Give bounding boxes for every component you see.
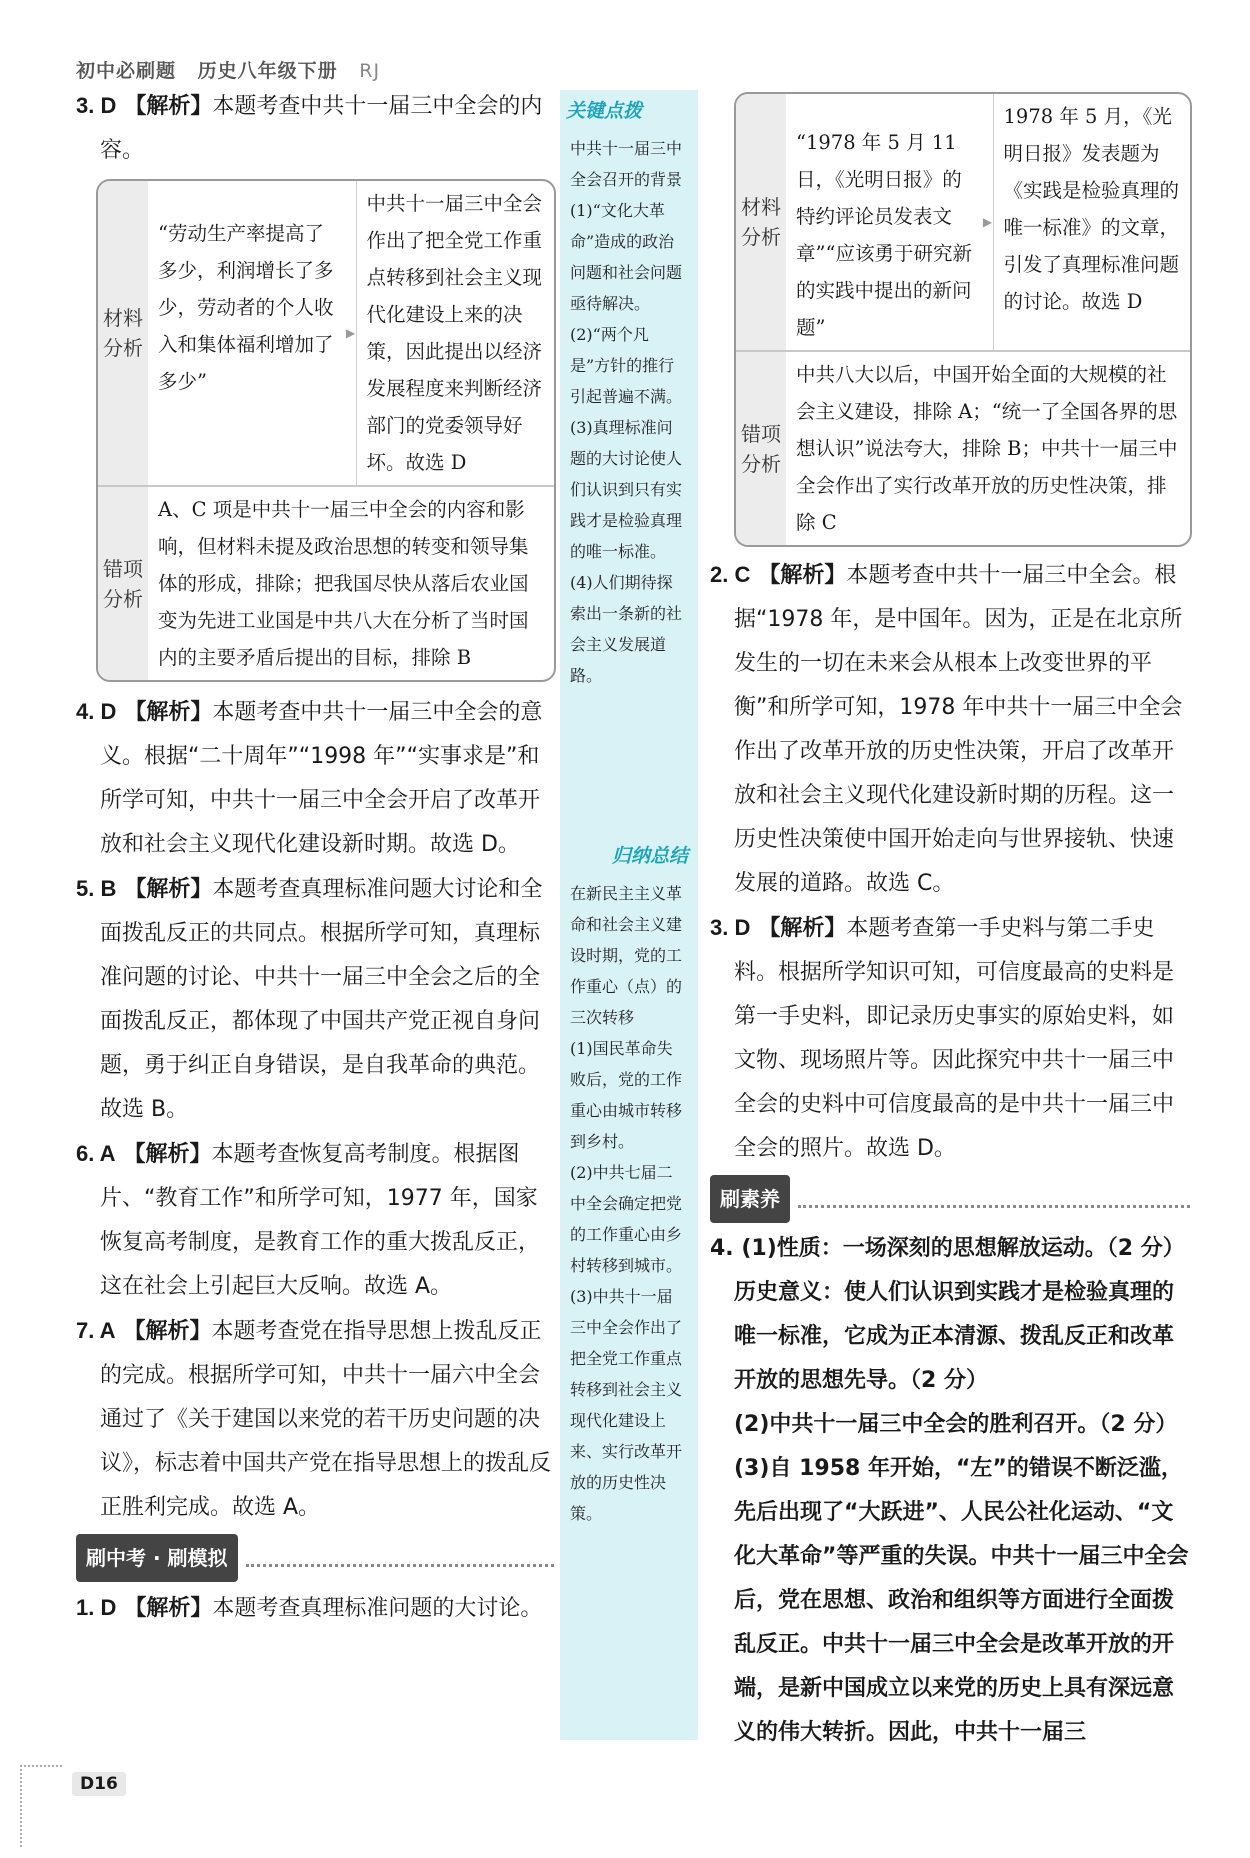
table-row bbox=[98, 485, 554, 680]
sidebar-notes bbox=[560, 90, 698, 1740]
right-column bbox=[710, 92, 1190, 1755]
dotted-divider bbox=[798, 1191, 1190, 1208]
subject-title: 历史八年级下册 bbox=[197, 60, 338, 82]
material-quote: “劳动生产率提高了多少，利润增长了多少，劳动者的个人收入和集体福利增加了多少” bbox=[158, 222, 334, 393]
material-analysis: 中共十一届三中全会作出了把全党工作重点转移到社会主义现代化建设上来的决策，因此提出以经济发展程度来判断经济部门的党委领导好坏。故选 D bbox=[356, 181, 555, 485]
row-label: 材料分析 bbox=[736, 94, 786, 350]
answer-1: 1. D 【解析】本题考查真理标准问题的大讨论。 bbox=[76, 1595, 543, 1621]
key-points-title: 关键点拨 bbox=[566, 100, 643, 122]
material-analysis: 1978 年 5 月，《光明日报》发表题为《实践是检验真理的唯一标准》的文章，引发了真理标准问题的讨论。故选 D bbox=[993, 94, 1191, 350]
wrong-options-analysis: A、C 项是中共十一届三中全会的内容和影响，但材料未提及政治思想的转变和领导集体的形成，排除；把我国尽快从落后农业国变为先进工业国是中共八大在分析了当时国内的主要矛盾后提出的目标，排除 B bbox=[158, 498, 529, 669]
answer-3: 3. D 【解析】本题考查中共十一届三中全会的内容。 bbox=[76, 93, 543, 163]
arrow-icon: ▶ bbox=[982, 215, 993, 229]
answer-4-part3: (3)自 1958 年开始，“左”的错误不断泛滥，先后出现了“大跃进”、人民公社化运动、“文化大革命”等严重的失误。中共十一届三中全会后，党在思想、政治和组织等方面进行全面拨乱反正。中共十一届三中全会是改革开放的开端，是新中国成立以来党的历史上具有深远意义的伟大转折。因此，中共十一届三 bbox=[734, 1456, 1189, 1745]
key-points-body: 中共十一届三中全会召开的背景 (1)“文化大革命”造成的政治问题和社会问题亟待解决。 (2)“两个凡是”方针的推行引起普遍不满。 (3)真理标准问题的大讨论使人们认识到只有实践才是检验真理的唯一标准。 (4)人们期待探索出一条新的社会主义发展道路。 bbox=[570, 139, 683, 685]
row-label: 材料分析 bbox=[98, 181, 148, 485]
answer-4-part2: (2)中共十一届三中全会的胜利召开。（2 分） bbox=[734, 1412, 1178, 1437]
dotted-divider bbox=[246, 1550, 554, 1567]
answer-4-right: 4. (1)性质：一场深刻的思想解放运动。（2 分） bbox=[710, 1236, 1185, 1261]
table-row bbox=[736, 350, 1190, 545]
analysis-table-2 bbox=[734, 92, 1192, 547]
answer-2: 2. C 【解析】本题考查中共十一届三中全会。根据“1978 年，是中国年。因为，正是在北京所发生的一切在未来会从根本上改变世界的平衡”和所学可知，1978 年中共十一届三中全会作出了改革开放的历史性决策，开启了改革开放和社会主义现代化建设新时期的历程。这一历史性决策使中国开始走向与世界接轨、快速发展的道路。故选 C。 bbox=[710, 562, 1183, 896]
page-number: D16 bbox=[72, 1772, 126, 1796]
analysis-table-1 bbox=[96, 179, 556, 682]
wrong-options-analysis: 中共八大以后，中国开始全面的大规模的社会主义建设，排除 A；“统一了全国各界的思想认识”说法夸大，排除 B；中共十一届三中全会作出了实行改革开放的历史性决策，排除 C bbox=[796, 363, 1178, 534]
material-quote: “1978 年 5 月 11 日，《光明日报》的特约评论员发表文章”“应该勇于研究新的实践中提出的新问题” bbox=[796, 131, 972, 339]
answer-4-significance: 历史意义：使人们认识到实践才是检验真理的唯一标准，它成为正本清源、拨乱反正和改革开放的思想先导。（2 分） bbox=[734, 1280, 1175, 1393]
answer-7: 7. A 【解析】本题考查党在指导思想上拨乱反正的完成。根据所学可知，中共十一届六中全会通过了《关于建国以来党的若干历史问题的决议》，标志着中国共产党在指导思想上的拨乱反正胜利完成。故选 A。 bbox=[76, 1318, 552, 1520]
section-header bbox=[710, 1175, 1190, 1223]
answer-6: 6. A 【解析】本题考查恢复高考制度。根据图片、“教育工作”和所学可知，1977 年，国家恢复高考制度，是教育工作的重大拨乱反正，这在社会上引起巨大反响。故选 A。 bbox=[76, 1141, 541, 1299]
edition-label: RJ bbox=[359, 60, 381, 82]
answer-3-right: 3. D 【解析】本题考查第一手史料与第二手史料。根据所学知识可知，可信度最高的史料是第一手史料，即记录历史事实的原始史料，如文物、现场照片等。因此探究中共十一届三中全会的史料中可信度最高的是中共十一届三中全会的照片。故选 D。 bbox=[710, 915, 1175, 1161]
table-row bbox=[98, 181, 554, 485]
section-badge: 刷中考 · 刷模拟 bbox=[76, 1534, 238, 1582]
row-label: 错项分析 bbox=[98, 487, 148, 680]
row-label: 错项分析 bbox=[736, 352, 786, 545]
table-row bbox=[736, 94, 1190, 350]
summary-title: 归纳总结 bbox=[611, 845, 688, 867]
page-corner-decoration bbox=[20, 1765, 62, 1847]
section-header bbox=[76, 1534, 554, 1582]
summary-body: 在新民主主义革命和社会主义建设时期，党的工作重心（点）的三次转移 (1)国民革命失败后，党的工作重心由城市转移到乡村。 (2)中共七届二中全会确定把党的工作重心由乡村转移到城市。 (3)中共十一届三中全会作出了把全党工作重点转移到社会主义现代化建设上来、实行改革开放的历史性决策。 bbox=[570, 884, 683, 1523]
book-title: 初中必刷题 bbox=[76, 60, 177, 82]
left-column bbox=[76, 84, 554, 1631]
answer-5: 5. B 【解析】本题考查真理标准问题大讨论和全面拨乱反正的共同点。根据所学可知，真理标准问题的讨论、中共十一届三中全会之后的全面拨乱反正，都体现了中国共产党正视自身问题，勇于纠正自身错误，是自我革命的典范。故选 B。 bbox=[76, 876, 543, 1122]
page-header bbox=[76, 56, 380, 83]
section-badge: 刷素养 bbox=[710, 1175, 790, 1223]
answer-4: 4. D 【解析】本题考查中共十一届三中全会的意义。根据“二十周年”“1998 年”“实事求是”和所学可知，中共十一届三中全会开启了改革开放和社会主义现代化建设新时期。故选 D。 bbox=[76, 699, 543, 857]
arrow-icon: ▶ bbox=[345, 326, 356, 340]
